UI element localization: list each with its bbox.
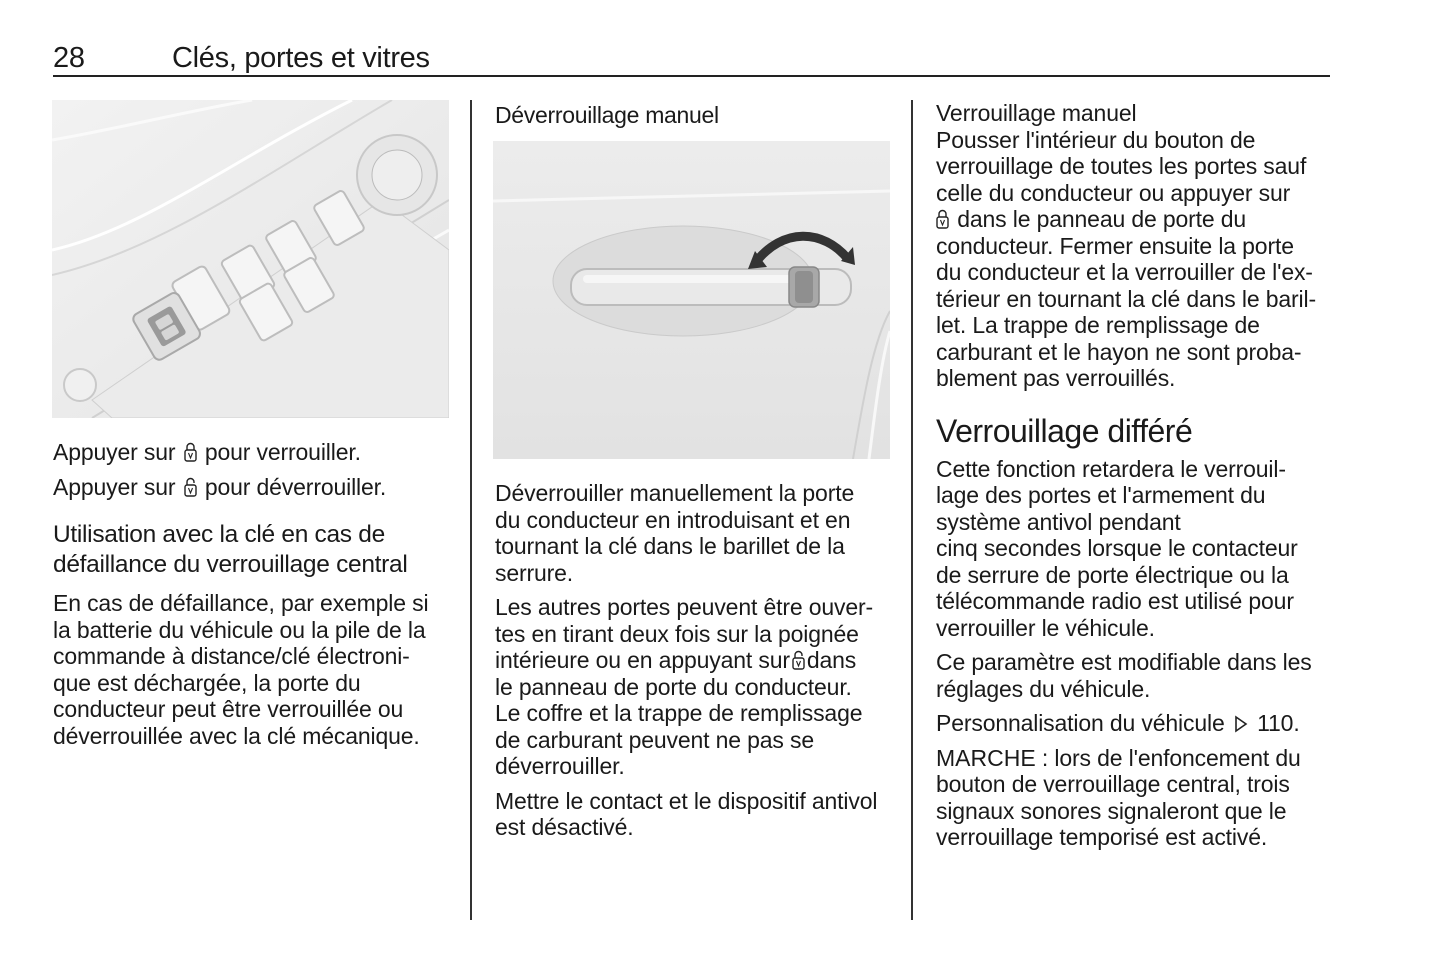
manual-lock-heading: Verrouillage manuel [936, 100, 1137, 126]
arrow-ref-icon [1233, 715, 1249, 733]
column-divider-1 [470, 100, 472, 920]
chapter-title: Clés, portes et vitres [172, 42, 430, 74]
manual-unlock-paragraph: Déverrouiller manuellement la porte du conducteur en introduisant et en tournant la clé dans le barillet de la serrure. [495, 480, 855, 586]
unlock-icon [792, 650, 805, 670]
lock-icon [936, 209, 949, 229]
settings-paragraph: Ce paramètre est modifiable dans les réglages du véhicule. [936, 649, 1312, 702]
deferred-lock-paragraph: Cette fonction retardera le verrouil- lage des portes et l'armement du système antivol pendant cinq secondes lorsque le contacteur de serrure de porte électrique ou la télécommande radio est utilisé pour verrouiller le véhicule. [936, 455, 1298, 641]
marche-paragraph: MARCHE : lors de l'enfoncement du bouton de verrouillage central, trois signaux sonores signaleront que le verrouillage temporisé est activé. [936, 744, 1301, 850]
key-failure-paragraph: En cas de défaillance, par exemple si la batterie du véhicule ou la pile de la commande à distance/clé électroni- que est déchargée, la porte du conducteur peut être verrouillée ou déverrouillée avec la clé mécanique. [53, 590, 429, 749]
header-rule [53, 75, 1330, 77]
deferred-lock-heading: Verrouillage différé [936, 412, 1193, 449]
lock-instruction: Appuyer sur pour verrouiller. [53, 439, 361, 465]
section-heading-key-failure: Utilisation avec la clé en cas de défaillance du verrouillage central [53, 521, 408, 578]
column-3-text [936, 100, 1336, 859]
unlock-instruction: Appuyer sur pour déverrouiller. [53, 473, 387, 500]
lock-icon [184, 442, 197, 462]
door-handle-key-illustration [493, 141, 890, 459]
column-divider-2 [911, 100, 913, 920]
door-panel-switches-illustration [52, 100, 449, 418]
page-number: 28 [53, 42, 85, 74]
manual-unlock-heading: Déverrouillage manuel [495, 102, 719, 128]
other-doors-paragraph: Les autres portes peuvent être ouver- tes en tirant deux fois sur la poignée intérieure ou en appuyant sur dans le panneau de porte du conducteur. Le coffre et la trappe de remplissage de carburant peuvent ne pas se déverrouiller. [495, 594, 874, 779]
ignition-paragraph: Mettre le contact et le dispositif antivol est désactivé. [495, 787, 878, 840]
unlock-icon [184, 477, 197, 497]
personalisation-reference[interactable]: Personnalisation du véhicule 110. [936, 710, 1300, 736]
manual-lock-paragraph: Pousser l'intérieur du bouton de verrouillage de toutes les portes sauf celle du conducteur ou appuyer sur dans le panneau de porte du conducteur. Fermer ensuite la porte du conducteur et la verrouiller de l'ex- térieur en tournant la clé dans le baril- let. La trappe de remplissage de carburant et le hayon ne sont proba- blement pas verrouillés. [936, 126, 1316, 391]
column-2-text [495, 480, 895, 849]
column-1-text [53, 439, 453, 749]
